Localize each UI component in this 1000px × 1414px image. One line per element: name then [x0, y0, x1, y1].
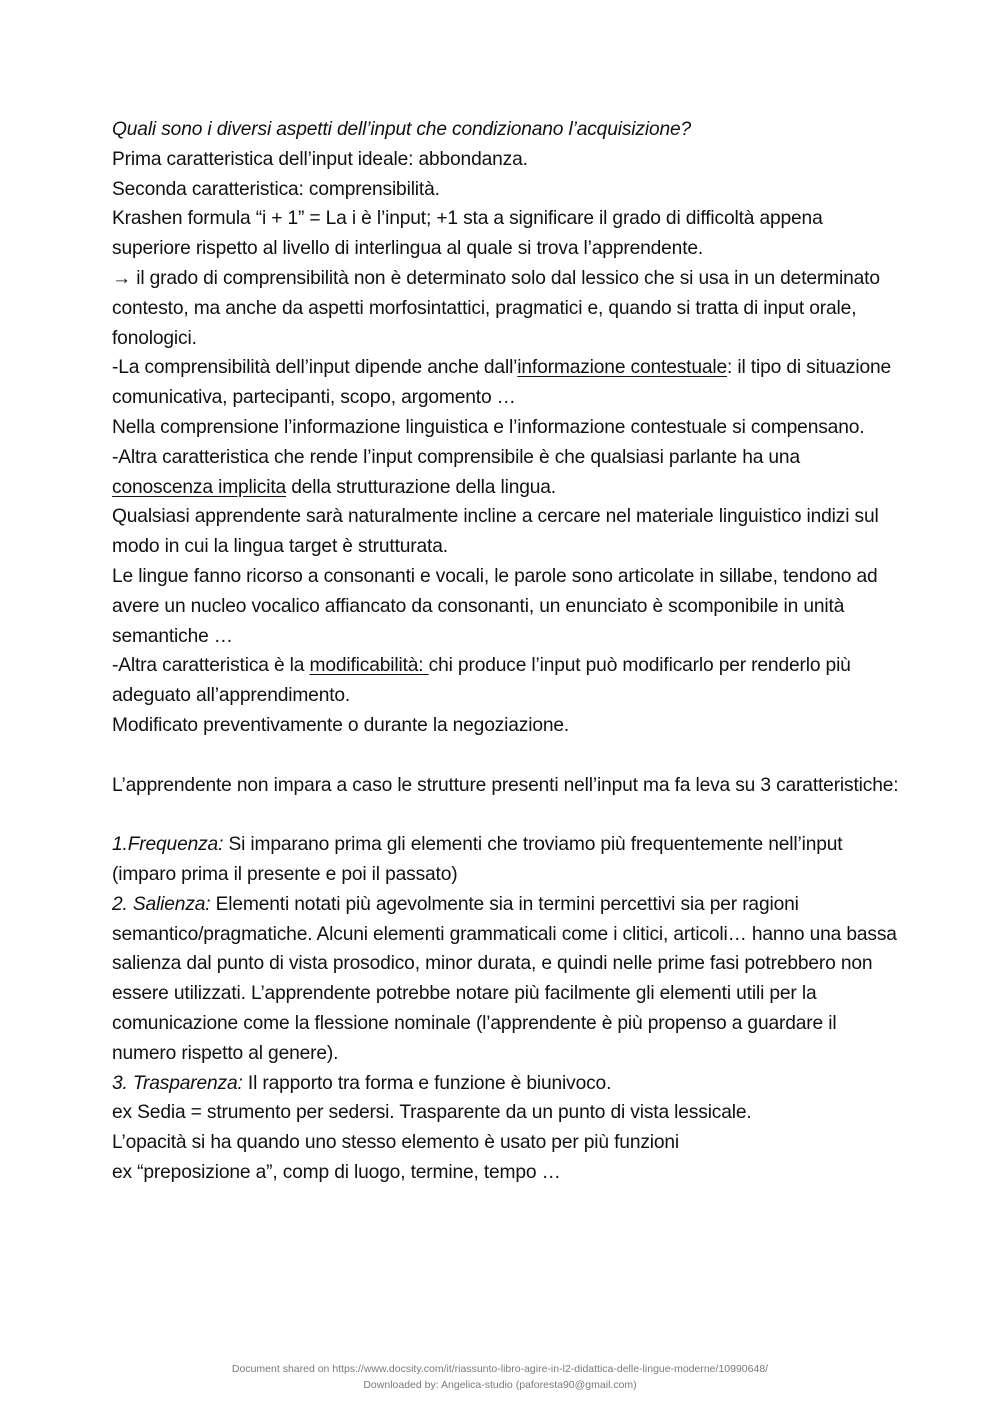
- paragraph-krashen: Krashen formula “i + 1” = La i è l’input; +1 sta a significare il grado di difficoltà appena superiore rispetto al livello di interlingua al quale si trova l’apprendente.: [112, 208, 823, 260]
- paragraph-lingue: Le lingue fanno ricorso a consonanti e vocali, le parole sono articolate in sillabe, tendono ad avere un nucleo vocalico affiancato da consonanti, un enunciato è scomponibile in unità semantiche …: [112, 565, 878, 647]
- paragraph-abbondanza: Prima caratteristica dell’input ideale: abbondanza.: [112, 148, 528, 170]
- footer-downloaded-by: Downloaded by: Angelica-studio (paforesta90@gmail.com): [363, 1379, 637, 1391]
- paragraph-arrow-text: il grado di comprensibilità non è determinato solo dal lessico che si usa in un determinato contesto, ma anche da aspetti morfosintattici, pragmatici e, quando si tratta di input orale, fonologici.: [112, 267, 880, 349]
- paragraph-compensano: Nella comprensione l’informazione linguistica e l’informazione contestuale si compensano.: [112, 416, 865, 438]
- paragraph-conoscenza-implicita: -Altra caratteristica che rende l’input comprensibile è che qualsiasi parlante ha una conoscenza implicita della strutturazione della lingua.: [112, 446, 800, 498]
- paragraph-preposizione: ex “preposizione a”, comp di luogo, termine, tempo …: [112, 1161, 561, 1183]
- document-footer: [0, 1361, 1000, 1393]
- list-item-label: 3. Trasparenza:: [112, 1072, 243, 1094]
- blank-line: [112, 741, 902, 771]
- list-item-label: 1.Frequenza:: [112, 834, 224, 856]
- section-question: Quali sono i diversi aspetti dell’input che condizionano l’acquisizione?: [112, 119, 692, 140]
- paragraph-informazione-contestuale: -La comprensibilità dell’input dipende anche dall’informazione contestuale: il tipo di situazione comunicativa, partecipanti, scopo, argomento …: [112, 357, 892, 409]
- blank-line: [112, 800, 902, 830]
- paragraph-arrow: [112, 264, 902, 353]
- footer-shared-link[interactable]: Document shared on https://www.docsity.com/it/riassunto-libro-agire-in-l2-didattica-delle-lingue-moderne/10990648/: [231, 1363, 769, 1375]
- paragraph-modificato: Modificato preventivamente o durante la negoziazione.: [112, 714, 570, 736]
- list-item-salienza: 2. Salienza: Elementi notati più agevolmente sia in termini percettivi sia per ragioni semantico/pragmatiche. Alcuni elementi grammaticali come i clitici, articoli… hanno una bassa salienza dal punto di vista prosodico, minor durata, e quindi nelle prime fasi potrebbero non essere utilizzati. L’apprendente potrebbe notare più facilmente gli elementi utili per la comunicazione come la flessione nominale (l’apprendente è più propenso a guardare il numero rispetto al genere).: [112, 893, 897, 1064]
- list-item-trasparenza: 3. Trasparenza: Il rapporto tra forma e funzione è biunivoco.: [112, 1072, 612, 1094]
- paragraph-sedia: ex Sedia = strumento per sedersi. Trasparente da un punto di vista lessicale.: [112, 1102, 752, 1124]
- underlined-term: conoscenza implicita: [112, 476, 287, 498]
- paragraph-caratteristiche-intro: L’apprendente non impara a caso le strutture presenti nell’input ma fa leva su 3 caratteristiche:: [112, 774, 899, 796]
- paragraph-comprensibilita: Seconda caratteristica: comprensibilità.: [112, 178, 440, 200]
- arrow-right-icon: →: [112, 267, 132, 289]
- underlined-term: modificabilità:: [309, 655, 429, 677]
- list-item-label: 2. Salienza:: [112, 893, 211, 915]
- underlined-term: informazione contestuale: [517, 357, 728, 379]
- paragraph-opacita: L’opacità si ha quando uno stesso elemento è usato per più funzioni: [112, 1132, 680, 1154]
- paragraph-apprendente-incline: Qualsiasi apprendente sarà naturalmente incline a cercare nel materiale linguistico indizi sul modo in cui la lingua target è strutturata.: [112, 506, 879, 558]
- paragraph-modificabilita: -Altra caratteristica è la modificabilità: chi produce l’input può modificarlo per renderlo più adeguato all’apprendimento.: [112, 655, 851, 707]
- list-item-frequenza: 1.Frequenza: Si imparano prima gli elementi che troviamo più frequentemente nell’input (imparo prima il presente e poi il passato): [112, 834, 843, 885]
- document-body: [112, 115, 902, 1188]
